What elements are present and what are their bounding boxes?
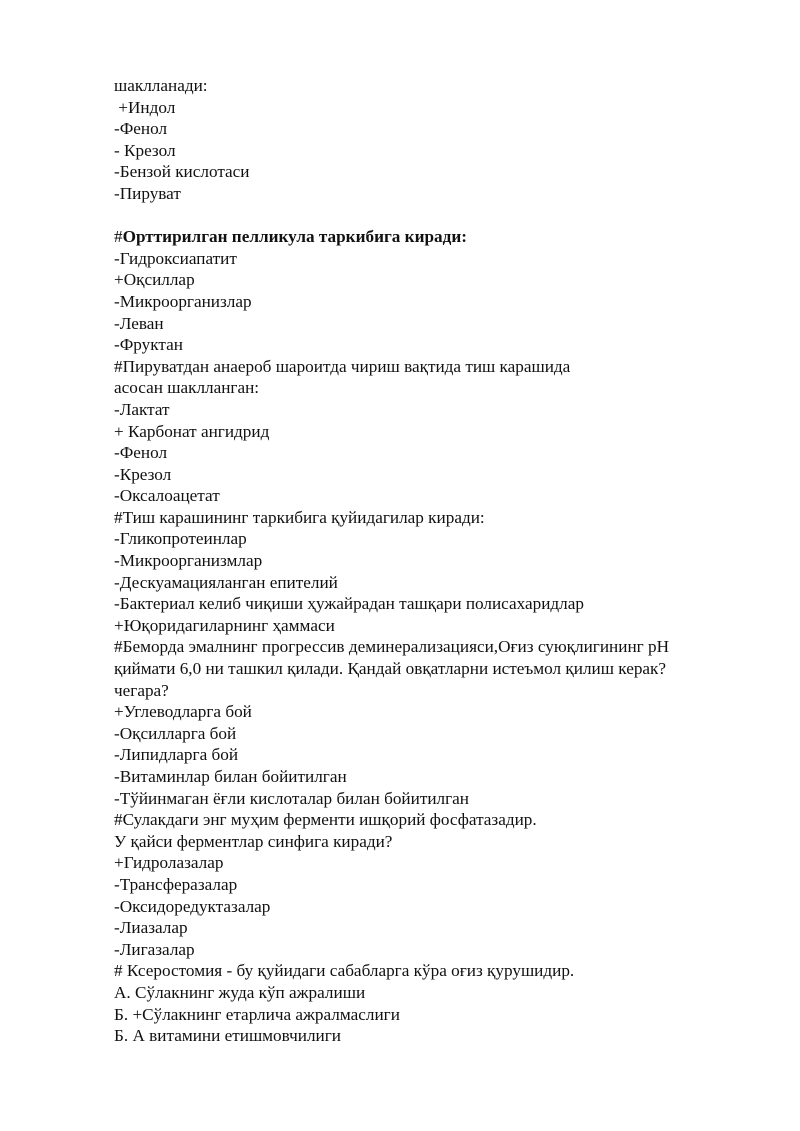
question-4-line: #Беморда эмалнинг прогрессив деминерализацияси,Оғиз суюқлигининг pH [114,637,670,657]
answer-option: -Оксидоредуктазалар [114,896,271,916]
question-2-line: #Пируватдан анаероб шароитда чириш вақтида тиш карашида [114,356,571,376]
answer-option: -Лигазалар [114,939,195,959]
answer-option: -Лактат [114,399,170,419]
answer-option: - Крезол [114,140,176,160]
answer-option: -Леван [114,313,164,333]
answer-option: + Карбонат ангидрид [114,421,270,441]
blank-line [114,205,774,227]
answer-option: -Гидроксиапатит [114,248,237,268]
question-4-line: қиймати 6,0 ни ташкил қилади. Қандай овқатларни истеъмол қилиш керак? [114,659,667,679]
answer-option: -Трансферазалар [114,874,238,894]
answer-option: -Гликопротеинлар [114,529,247,549]
answer-option: -Пируват [114,183,181,203]
question-hash-mark: # [114,227,123,247]
answer-option: -Микроорганизлар [114,291,252,311]
answer-option: -Микроорганизмлар [114,551,263,571]
answer-option: -Бактериал келиб чиқиши ҳужайрадан ташқари полисахаридлар [114,594,584,614]
answer-option: -Дескуамацияланган епителий [114,572,338,592]
question-6-line: # Ксеростомия - бу қуйидаги сабабларга кўра оғиз қурушидир. [114,961,575,981]
question-2-line: асосан шаклланган: [114,378,260,398]
answer-option: -Витаминлар билан бойитилган [114,767,347,786]
answer-option: -Оксалоацетат [114,486,220,506]
question-1-title: Орттирилган пелликула таркибига киради: [122,227,467,247]
answer-option: -Липидларга бой [114,745,239,765]
answer-option: -Фенол [114,443,168,463]
question-0-tail: шаклланади: [114,76,208,95]
answer-option: -Оқсилларга бой [114,723,237,743]
question-4-line: чегара? [114,680,169,700]
answer-option: -Лиазалар [114,918,188,938]
answer-option: Б. А витамини етишмовчилиги [114,1026,341,1046]
answer-option: -Тўйинмаган ёғли кислоталар билан бойитилган [114,788,469,808]
answer-option: -Крезол [114,464,172,484]
question-3-line: #Тиш карашининг таркибига қуйидагилар киради: [114,507,485,527]
answer-option: Б. +Сўлакнинг етарлича ажралмаслиги [114,1004,400,1024]
question-5-line: У қайси ферментлар синфига киради? [114,831,393,851]
answer-option: А. Сўлакнинг жуда кўп ажралиши [114,982,366,1002]
answer-option: -Фенол [114,119,168,139]
answer-option: +Юқоридагиларнинг ҳаммаси [114,615,335,635]
question-5-line: #Сулакдаги энг муҳим ферменти ишқорий фосфатазадир. [114,810,537,830]
document-body [114,75,774,1047]
answer-option: +Гидролазалар [114,853,224,873]
answer-option: +Оқсиллар [114,270,195,290]
answer-option: +Углеводларга бой [114,702,252,722]
answer-option: +Индол [114,97,176,117]
answer-option: -Бензой кислотаси [114,162,250,182]
question-1-heading [114,226,774,248]
answer-option: -Фруктан [114,335,183,355]
